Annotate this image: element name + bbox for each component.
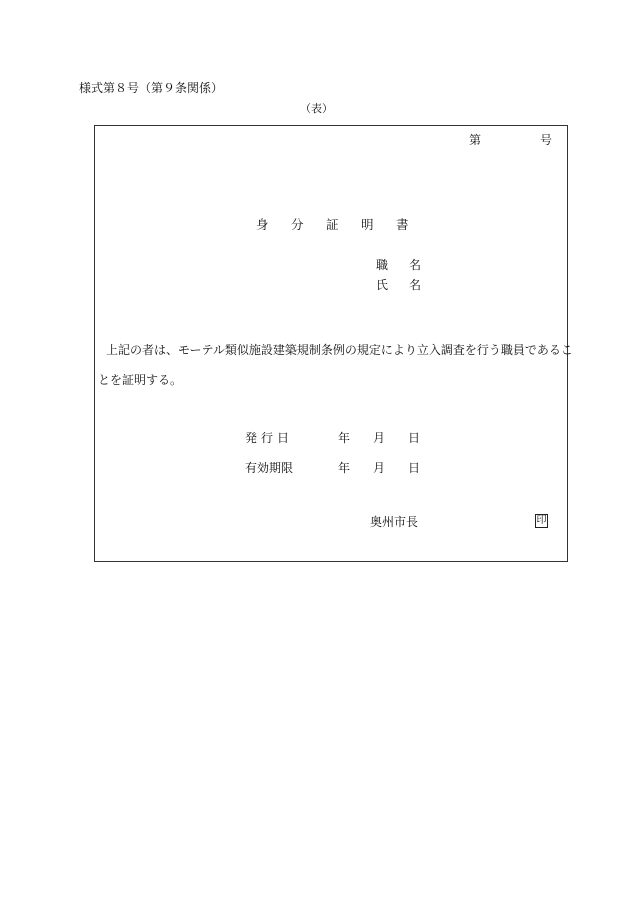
issue-year-label: 年	[338, 431, 351, 445]
side-label: （表）	[300, 102, 333, 115]
valid-day-label: 日	[408, 461, 421, 475]
issuer-label: 奥州市長	[370, 515, 419, 529]
certification-statement-line-2: とを証明する。	[98, 373, 183, 387]
form-number: 様式第８号（第９条関係）	[79, 81, 224, 95]
valid-month-label: 月	[373, 461, 386, 475]
certificate-title-char: 分	[291, 217, 304, 232]
certificate-title-char: 書	[396, 217, 409, 232]
name-label-char: 名	[409, 278, 422, 292]
issue-day-label: 日	[408, 431, 421, 445]
job-title-label-char: 名	[409, 258, 422, 272]
name-label-char: 氏	[376, 278, 389, 292]
certificate-title-char: 証	[326, 217, 339, 232]
certificate-title-char: 身	[256, 217, 269, 232]
job-title-label-char: 職	[376, 258, 389, 272]
valid-year-label: 年	[338, 461, 351, 475]
certificate-title-char: 明	[361, 217, 374, 232]
seal-mark: 印	[536, 515, 547, 526]
issue-date-label: 発行日	[245, 431, 294, 445]
certification-statement-line-1: 上記の者は、モーテル類似施設建築規制条例の規定により立入調査を行う職員であるこ	[106, 343, 573, 357]
issue-month-label: 月	[373, 431, 386, 445]
certificate-number-prefix: 第	[469, 133, 482, 147]
certificate-number-suffix: 号	[540, 133, 553, 147]
valid-until-label: 有効期限	[245, 461, 294, 475]
